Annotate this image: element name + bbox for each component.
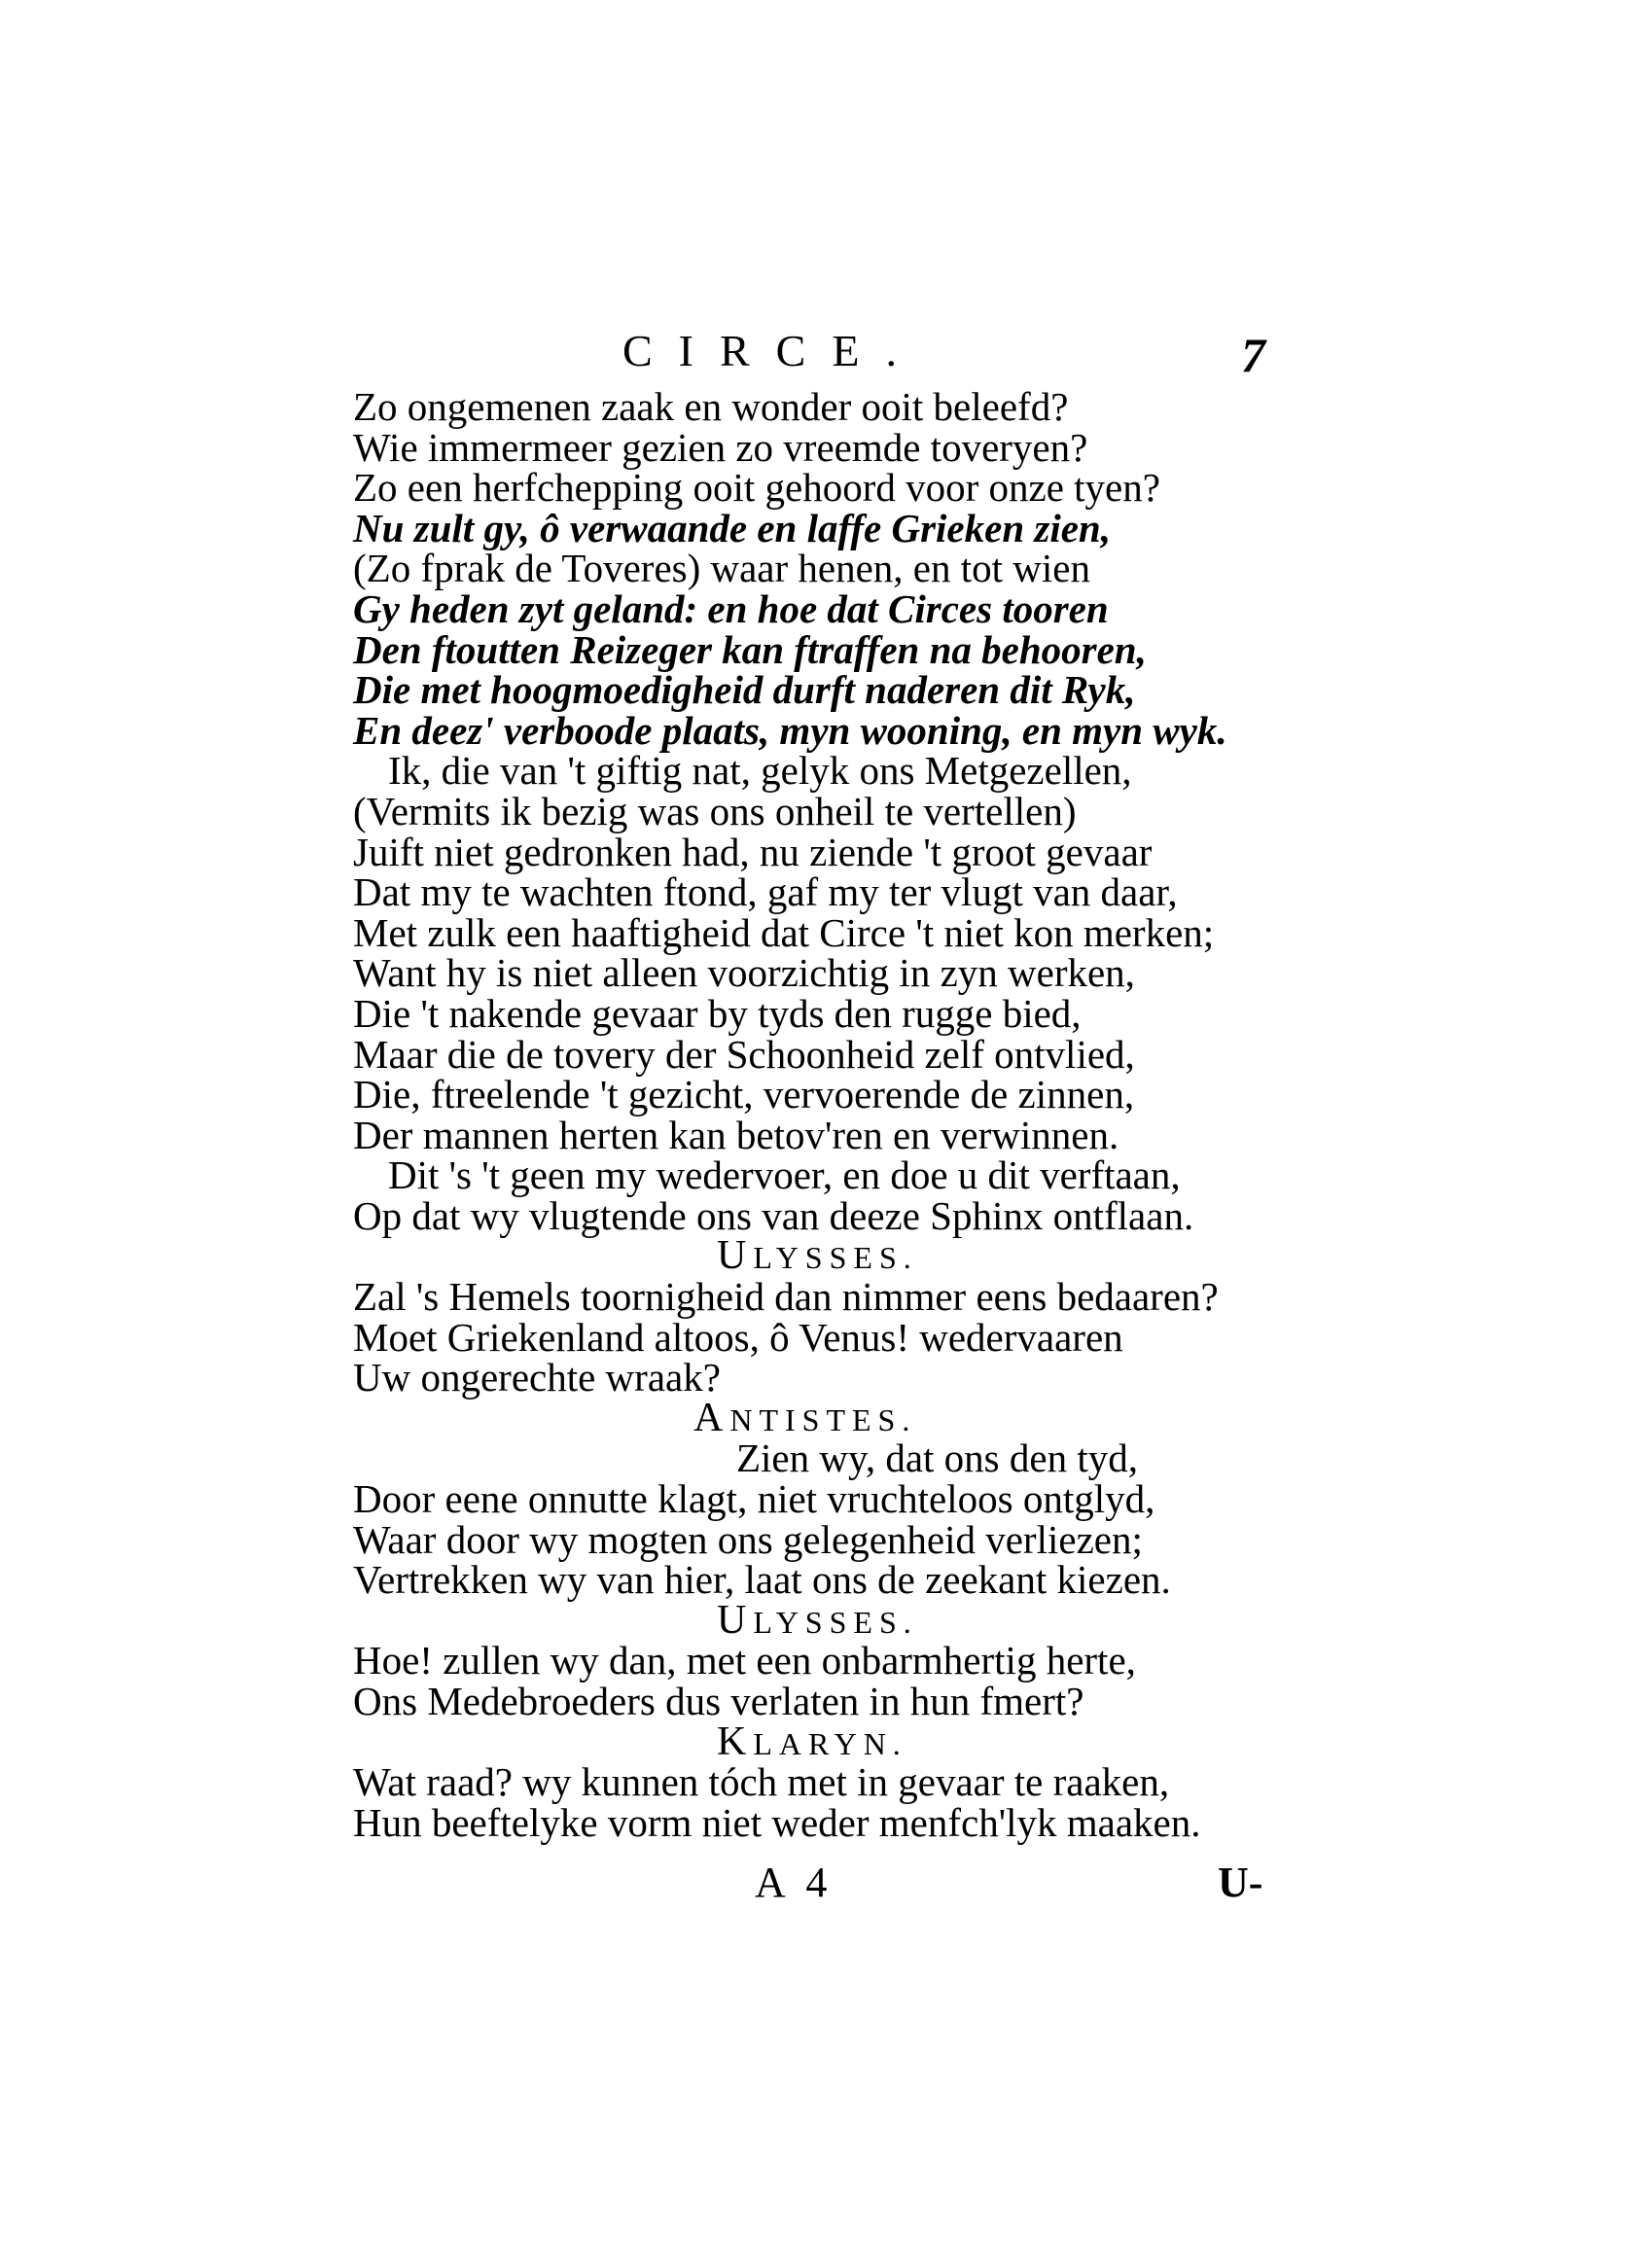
verse-line: Vertrekken wy van hier, laat ons de zeekant kiezen. <box>353 1557 1171 1603</box>
verse-line: Wie immermeer gezien zo vreemde toveryen? <box>353 424 1088 470</box>
verse-line: Zal 's Hemels toornigheid dan nimmer eens bedaaren? <box>353 1274 1219 1320</box>
verse-line: Hoe! zullen wy dan, met een onbarmhertig herte, <box>353 1638 1136 1683</box>
verse-line: Ik, die van 't giftig nat, gelyk ons Metgezellen, <box>388 748 1132 794</box>
speaker-heading: KLARYN. <box>717 1719 907 1764</box>
verse-line: Op dat wy vlugtende ons van deeze Sphinx ontflaan. <box>353 1192 1194 1238</box>
verse-line: Met zulk een haaftigheid dat Circe 't niet kon merken; <box>353 909 1215 955</box>
verse-line: Der mannen herten kan betov'ren en verwinnen. <box>353 1112 1119 1157</box>
speaker-heading: ULYSSES. <box>717 1233 918 1279</box>
speaker-heading: ANTISTES. <box>693 1395 917 1440</box>
verse-line: (Vermits ik bezig was ons onheil te vertellen) <box>353 788 1077 833</box>
verse-line: Wat raad? wy kunnen tóch met in gevaar te raaken, <box>353 1759 1170 1805</box>
verse-line: Die, ftreelende 't gezicht, vervoerende de zinnen, <box>353 1072 1135 1117</box>
catchword: U- <box>1218 1859 1263 1906</box>
verse-line: Dit 's 't geen my wedervoer, en doe u dit verftaan, <box>388 1152 1181 1198</box>
verse-line: Zo een herfchepping ooit gehoord voor onze tyen? <box>353 465 1160 511</box>
verse-line: Die met hoogmoedigheid durft naderen dit Ryk, <box>353 667 1136 713</box>
speaker-heading: ULYSSES. <box>717 1597 918 1643</box>
verse-line: Juift niet gedronken had, nu ziende 't groot gevaar <box>353 829 1153 874</box>
verse-line: Den ftoutten Reizeger kan ftraffen na behooren, <box>353 626 1147 672</box>
verse-line: Gy heden zyt geland: en hoe dat Circes tooren <box>353 585 1109 631</box>
page-number: 7 <box>1241 328 1265 382</box>
verse-line: Zien wy, dat ons den tyd, <box>736 1435 1138 1481</box>
verse-line: Moet Griekenland altoos, ô Venus! wedervaaren <box>353 1314 1123 1360</box>
verse-line: Dat my te wachten ftond, gaf my ter vlugt van daar, <box>353 869 1178 915</box>
verse-line: Die 't nakende gevaar by tyds den rugge bied, <box>353 990 1082 1036</box>
verse-line: (Zo fprak de Toveres) waar henen, en tot wien <box>353 546 1090 591</box>
verse-line: Zo ongemenen zaak en wonder ooit beleefd? <box>353 384 1069 429</box>
verse-line: En deez' verboode plaats, myn wooning, en myn wyk. <box>353 707 1227 753</box>
verse-line: Nu zult gy, ô verwaande en laffe Grieken zien, <box>353 505 1111 550</box>
verse-text <box>353 384 1248 1845</box>
verse-line: Maar die de tovery der Schoonheid zelf ontvlied, <box>353 1031 1135 1077</box>
verse-line: Door eene onnutte klagt, niet vruchteloos ontglyd, <box>353 1476 1155 1522</box>
verse-line: Hun beeftelyke vorm niet weder menfch'lyk maaken. <box>353 1799 1201 1845</box>
signature-mark: A 4 <box>755 1859 834 1906</box>
running-title: CIRCE. <box>622 326 923 375</box>
verse-line: Uw ongerechte wraak? <box>353 1355 721 1400</box>
verse-line: Want hy is niet alleen voorzichtig in zyn werken, <box>353 950 1135 996</box>
verse-line: Waar door wy mogten ons gelegenheid verliezen; <box>353 1516 1143 1562</box>
verse-line: Ons Medebroeders dus verlaten in hun fmert? <box>353 1679 1084 1723</box>
